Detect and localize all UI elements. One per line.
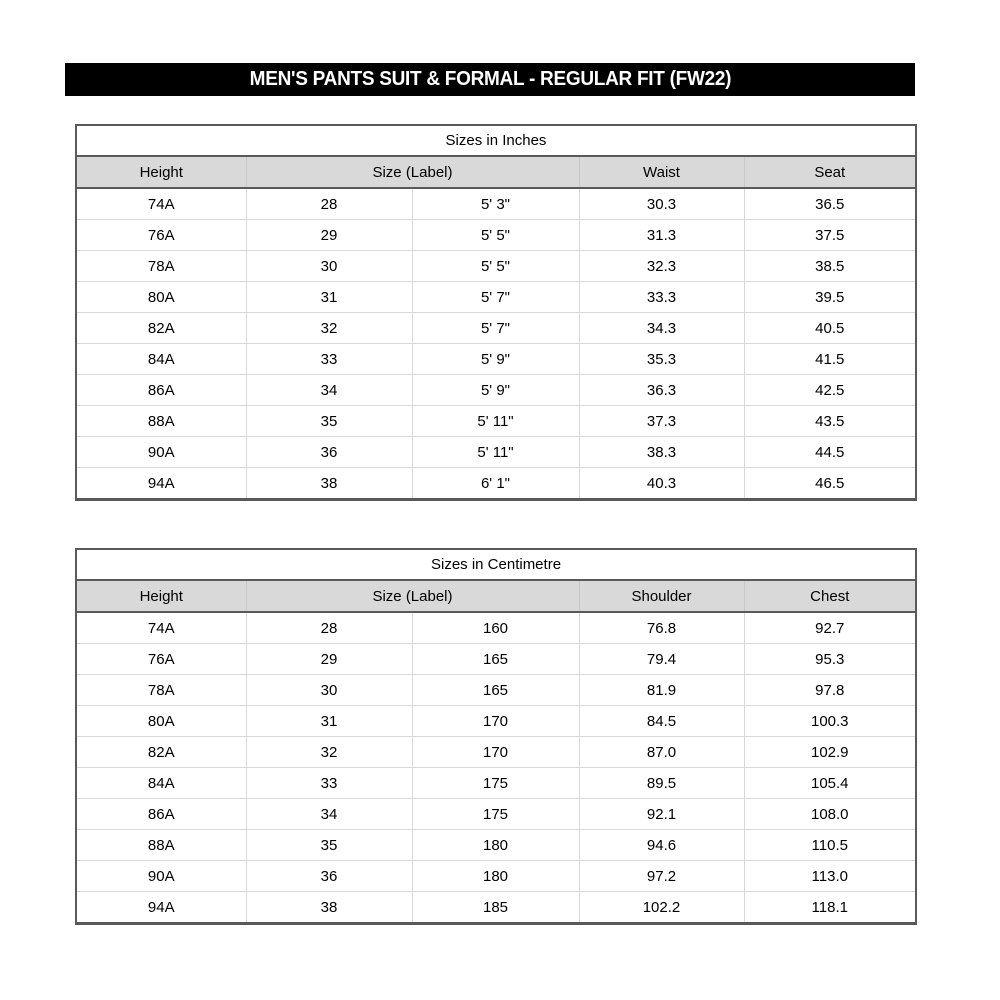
table-row <box>76 675 916 706</box>
table-cell: 5' 11" <box>412 406 579 437</box>
table-cell: 31 <box>246 706 412 737</box>
table-cell: 39.5 <box>744 282 916 313</box>
table-cell: 80A <box>76 282 246 313</box>
table-cell: 175 <box>412 768 579 799</box>
table-cell: 78A <box>76 675 246 706</box>
table-body-centimetre <box>76 612 916 924</box>
page-title: MEN'S PANTS SUIT & FORMAL - REGULAR FIT (FW22) <box>249 68 731 90</box>
column-header-waist: Waist <box>579 156 744 188</box>
table-cell: 38 <box>246 892 412 924</box>
table-row <box>76 188 916 220</box>
table-cell: 29 <box>246 644 412 675</box>
table-cell: 102.2 <box>579 892 744 924</box>
table-cell: 5' 9" <box>412 375 579 406</box>
table-cell: 92.7 <box>744 612 916 644</box>
table-row <box>76 644 916 675</box>
table-cell: 90A <box>76 437 246 468</box>
title-bar <box>65 63 915 96</box>
table-cell: 86A <box>76 799 246 830</box>
table-cell: 170 <box>412 706 579 737</box>
table-cell: 97.8 <box>744 675 916 706</box>
table-row <box>76 737 916 768</box>
table-row <box>76 251 916 282</box>
table-row <box>76 861 916 892</box>
table-cell: 36.5 <box>744 188 916 220</box>
table-cell: 5' 3" <box>412 188 579 220</box>
table-cell: 35 <box>246 830 412 861</box>
table-cell: 94A <box>76 892 246 924</box>
table-row <box>76 612 916 644</box>
table-cell: 82A <box>76 313 246 344</box>
table-caption-row <box>76 125 916 156</box>
table-row <box>76 799 916 830</box>
table-caption-row <box>76 549 916 580</box>
table-cell: 34 <box>246 375 412 406</box>
table-cell: 102.9 <box>744 737 916 768</box>
column-header-chest: Chest <box>744 580 916 612</box>
table-header-row <box>76 156 916 188</box>
table-cell: 180 <box>412 861 579 892</box>
table-cell: 180 <box>412 830 579 861</box>
table-cell: 76A <box>76 644 246 675</box>
table-cell: 33 <box>246 344 412 375</box>
table-cell: 40.5 <box>744 313 916 344</box>
table-cell: 28 <box>246 188 412 220</box>
table-cell: 76A <box>76 220 246 251</box>
table-cell: 165 <box>412 644 579 675</box>
column-header-shoulder: Shoulder <box>579 580 744 612</box>
table-cell: 42.5 <box>744 375 916 406</box>
column-header-height: Height <box>76 580 246 612</box>
table-cell: 35.3 <box>579 344 744 375</box>
table-cell: 5' 7" <box>412 282 579 313</box>
table-cell: 5' 5" <box>412 251 579 282</box>
table-cell: 175 <box>412 799 579 830</box>
table-caption-inches: Sizes in Inches <box>76 125 916 156</box>
table-cell: 170 <box>412 737 579 768</box>
table-cell: 44.5 <box>744 437 916 468</box>
table-cell: 5' 11" <box>412 437 579 468</box>
table-cell: 36 <box>246 861 412 892</box>
table-cell: 30 <box>246 675 412 706</box>
column-header-seat: Seat <box>744 156 916 188</box>
table-cell: 6' 1" <box>412 468 579 500</box>
table-cell: 90A <box>76 861 246 892</box>
table-cell: 41.5 <box>744 344 916 375</box>
table-cell: 46.5 <box>744 468 916 500</box>
sizes-in-centimetre-table <box>75 548 917 925</box>
table-cell: 43.5 <box>744 406 916 437</box>
table-cell: 79.4 <box>579 644 744 675</box>
column-header-size-label: Size (Label) <box>246 156 579 188</box>
table-cell: 36 <box>246 437 412 468</box>
sizes-in-inches-table <box>75 124 917 501</box>
table-cell: 38 <box>246 468 412 500</box>
table-row <box>76 437 916 468</box>
table-cell: 185 <box>412 892 579 924</box>
table-cell: 30.3 <box>579 188 744 220</box>
table-cell: 38.5 <box>744 251 916 282</box>
table-cell: 34 <box>246 799 412 830</box>
table-cell: 29 <box>246 220 412 251</box>
table-cell: 31.3 <box>579 220 744 251</box>
table-body-inches <box>76 188 916 500</box>
table-cell: 5' 7" <box>412 313 579 344</box>
table-cell: 86A <box>76 375 246 406</box>
table-cell: 88A <box>76 830 246 861</box>
table-cell: 38.3 <box>579 437 744 468</box>
table-cell: 97.2 <box>579 861 744 892</box>
table-cell: 33.3 <box>579 282 744 313</box>
table-row <box>76 468 916 500</box>
table-row <box>76 220 916 251</box>
table-cell: 5' 9" <box>412 344 579 375</box>
table-row <box>76 282 916 313</box>
table-cell: 80A <box>76 706 246 737</box>
table-cell: 74A <box>76 612 246 644</box>
table-cell: 84A <box>76 344 246 375</box>
table-row <box>76 892 916 924</box>
table-row <box>76 768 916 799</box>
table-cell: 36.3 <box>579 375 744 406</box>
table-cell: 92.1 <box>579 799 744 830</box>
table-cell: 74A <box>76 188 246 220</box>
table-header-row <box>76 580 916 612</box>
table-row <box>76 706 916 737</box>
table-cell: 94.6 <box>579 830 744 861</box>
table-cell: 5' 5" <box>412 220 579 251</box>
table-caption-centimetre: Sizes in Centimetre <box>76 549 916 580</box>
table-cell: 31 <box>246 282 412 313</box>
table-row <box>76 344 916 375</box>
table-cell: 87.0 <box>579 737 744 768</box>
table-cell: 33 <box>246 768 412 799</box>
table-cell: 165 <box>412 675 579 706</box>
table-row <box>76 406 916 437</box>
table-cell: 35 <box>246 406 412 437</box>
table-row <box>76 375 916 406</box>
table-cell: 105.4 <box>744 768 916 799</box>
table-row <box>76 830 916 861</box>
table-cell: 160 <box>412 612 579 644</box>
table-cell: 76.8 <box>579 612 744 644</box>
table-cell: 118.1 <box>744 892 916 924</box>
table-cell: 108.0 <box>744 799 916 830</box>
table-cell: 84.5 <box>579 706 744 737</box>
table-cell: 37.5 <box>744 220 916 251</box>
table-cell: 37.3 <box>579 406 744 437</box>
table-cell: 28 <box>246 612 412 644</box>
table-cell: 78A <box>76 251 246 282</box>
table-cell: 88A <box>76 406 246 437</box>
table-cell: 82A <box>76 737 246 768</box>
table-cell: 30 <box>246 251 412 282</box>
table-cell: 32 <box>246 313 412 344</box>
table-row <box>76 313 916 344</box>
table-cell: 40.3 <box>579 468 744 500</box>
table-cell: 34.3 <box>579 313 744 344</box>
table-cell: 32 <box>246 737 412 768</box>
table-cell: 81.9 <box>579 675 744 706</box>
table-cell: 110.5 <box>744 830 916 861</box>
table-cell: 32.3 <box>579 251 744 282</box>
table-cell: 113.0 <box>744 861 916 892</box>
column-header-height: Height <box>76 156 246 188</box>
column-header-size-label: Size (Label) <box>246 580 579 612</box>
table-cell: 100.3 <box>744 706 916 737</box>
table-cell: 94A <box>76 468 246 500</box>
table-cell: 89.5 <box>579 768 744 799</box>
table-cell: 84A <box>76 768 246 799</box>
table-cell: 95.3 <box>744 644 916 675</box>
